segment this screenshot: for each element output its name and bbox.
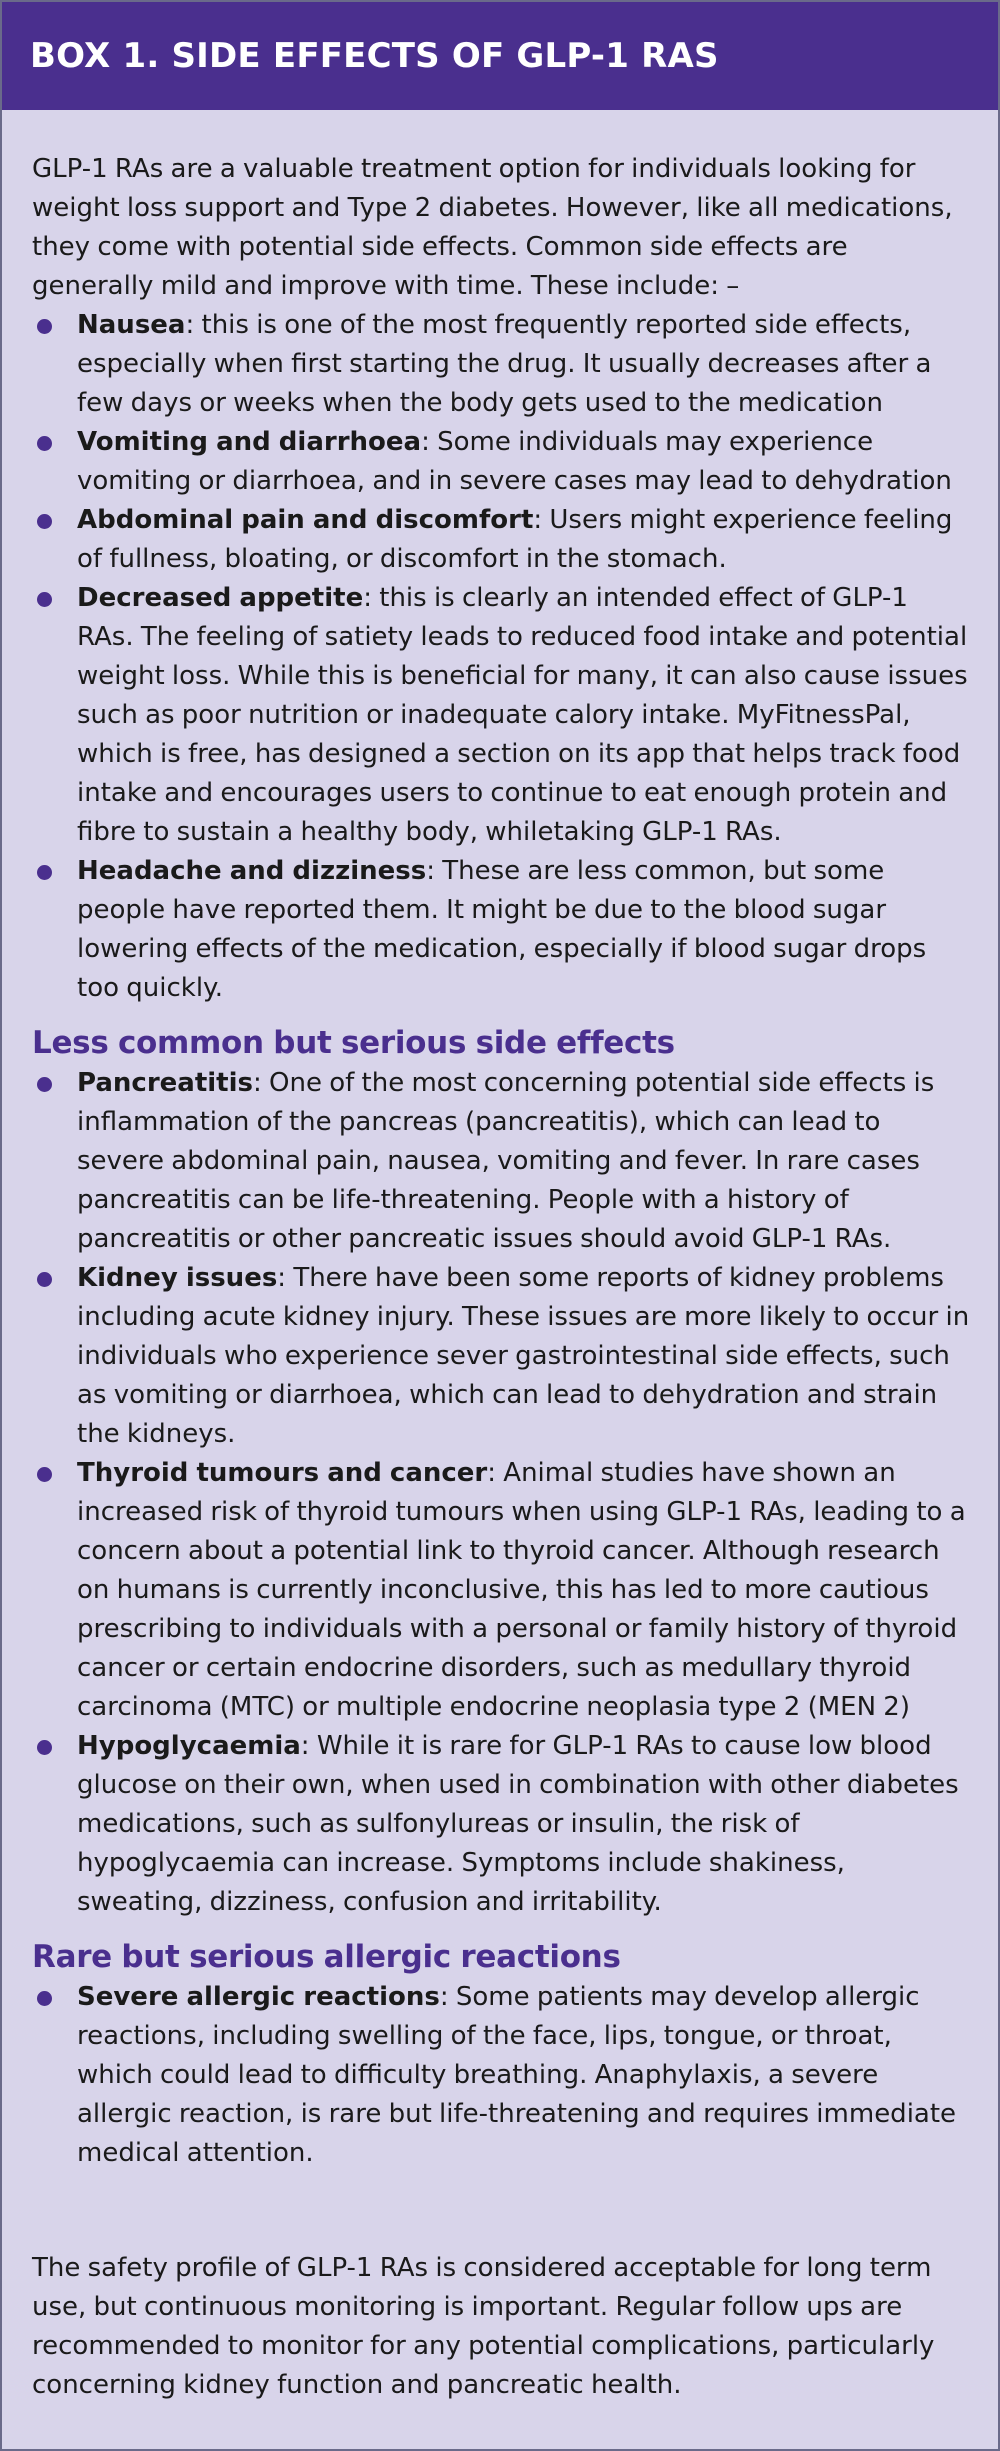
box-content bbox=[2, 110, 998, 2405]
list-item bbox=[32, 1978, 970, 2173]
rare-effects-list bbox=[32, 1978, 970, 2173]
effect-term: Thyroid tumours and cancer bbox=[77, 1458, 488, 1488]
effect-text: : There have been some reports of kidney problems including acute kidney injury. These issues are more likely to occur in individuals who experience sever gastrointestinal side effects, such as vomiting or diarrhoea, which can lead to dehydration and strain the kidneys. bbox=[77, 1263, 970, 1449]
effect-term: Pancreatitis bbox=[77, 1068, 253, 1098]
list-item bbox=[32, 423, 970, 501]
bullet-icon bbox=[37, 1467, 52, 1482]
list-item bbox=[32, 852, 970, 1008]
list-item bbox=[32, 1064, 970, 1259]
effect-text: : One of the most concerning potential side effects is inflammation of the pancreas (pancreatitis), which can lead to severe abdominal pain, nausea, vomiting and fever. In rare cases pancreatitis can be life-threatening. People with a history of pancreatitis or other pancreatic issues should avoid GLP-1 RAs. bbox=[77, 1068, 935, 1254]
list-item bbox=[32, 306, 970, 423]
effect-text: : These are less common, but some people have reported them. It might be due to the blood sugar lowering effects of the medication, especially if blood sugar drops too quickly. bbox=[77, 856, 927, 1003]
list-item bbox=[32, 1454, 970, 1727]
list-item bbox=[32, 579, 970, 852]
effect-term: Kidney issues bbox=[77, 1263, 278, 1293]
less-common-heading: Less common but serious side effects bbox=[32, 1025, 675, 1061]
effect-term: Nausea bbox=[77, 310, 186, 340]
rare-heading: Rare but serious allergic reactions bbox=[32, 1939, 621, 1975]
effect-term: Decreased appetite bbox=[77, 583, 364, 613]
effect-term: Severe allergic reactions bbox=[77, 1982, 440, 2012]
effect-text: : Animal studies have shown an increased risk of thyroid tumours when using GLP-1 RAs, leading to a concern about a potential link to thyroid cancer. Although research on humans is currently inconclusive, this has led to more cautious prescribing to individuals with a personal or family history of thyroid cancer or certain endocrine disorders, such as medullary thyroid carcinoma (MTC) or multiple endocrine neoplasia type 2 (MEN 2) bbox=[77, 1458, 966, 1722]
bullet-icon bbox=[37, 1272, 52, 1287]
intro-paragraph: GLP-1 RAs are a valuable treatment option for individuals looking for weight loss support and Type 2 diabetes. However, like all medications, they come with potential side effects. Common side effects are generally mild and improve with time. These include: – bbox=[32, 154, 953, 301]
effect-text: : this is one of the most frequently reported side effects, especially when first starting the drug. It usually decreases after a few days or weeks when the body gets used to the medication bbox=[77, 310, 932, 418]
bullet-icon bbox=[37, 1077, 52, 1092]
bullet-icon bbox=[37, 514, 52, 529]
bullet-icon bbox=[37, 865, 52, 880]
effect-term: Headache and dizziness bbox=[77, 856, 427, 886]
effect-term: Hypoglycaemia bbox=[77, 1731, 301, 1761]
bullet-icon bbox=[37, 436, 52, 451]
box-header bbox=[2, 2, 998, 110]
bullet-icon bbox=[37, 1740, 52, 1755]
bullet-icon bbox=[37, 592, 52, 607]
outro-paragraph: The safety profile of GLP-1 RAs is considered acceptable for long term use, but continuous monitoring is important. Regular follow ups are recommended to monitor for any potential complications, particularly concerning kidney function and pancreatic health. bbox=[32, 2253, 935, 2400]
list-item bbox=[32, 1259, 970, 1454]
effect-text: : Some patients may develop allergic reactions, including swelling of the face, lips, tongue, or throat, which could lead to difficulty breathing. Anaphylaxis, a severe allergic reaction, is rare but life-threatening and requires immediate medical attention. bbox=[77, 1982, 957, 2168]
effect-text: : Some individuals may experience vomiting or diarrhoea, and in severe cases may lead to dehydration bbox=[77, 427, 952, 496]
effect-term: Vomiting and diarrhoea bbox=[77, 427, 422, 457]
box-title: BOX 1. SIDE EFFECTS OF GLP-1 RAS bbox=[30, 36, 719, 76]
common-effects-list bbox=[32, 306, 970, 1008]
effect-text: : While it is rare for GLP-1 RAs to cause low blood glucose on their own, when used in combination with other diabetes medications, such as sulfonylureas or insulin, the risk of hypoglycaemia can increase. Symptoms include shakiness, sweating, dizziness, confusion and irritability. bbox=[77, 1731, 959, 1917]
bullet-icon bbox=[37, 1991, 52, 2006]
list-item bbox=[32, 1727, 970, 1922]
list-item bbox=[32, 501, 970, 579]
less-common-effects-list bbox=[32, 1064, 970, 1922]
bullet-icon bbox=[37, 319, 52, 334]
effect-term: Abdominal pain and discomfort bbox=[77, 505, 534, 535]
effect-text: : this is clearly an intended effect of GLP-1 RAs. The feeling of satiety leads to reduced food intake and potential weight loss. While this is beneficial for many, it can also cause issues such as poor nutrition or inadequate calory intake. MyFitnessPal, which is free, has designed a section on its app that helps track food intake and encourages users to continue to eat enough protein and fibre to sustain a healthy body, whiletaking GLP-1 RAs. bbox=[77, 583, 968, 847]
effect-text: : Users might experience feeling of fullness, bloating, or discomfort in the stomach. bbox=[77, 505, 953, 574]
